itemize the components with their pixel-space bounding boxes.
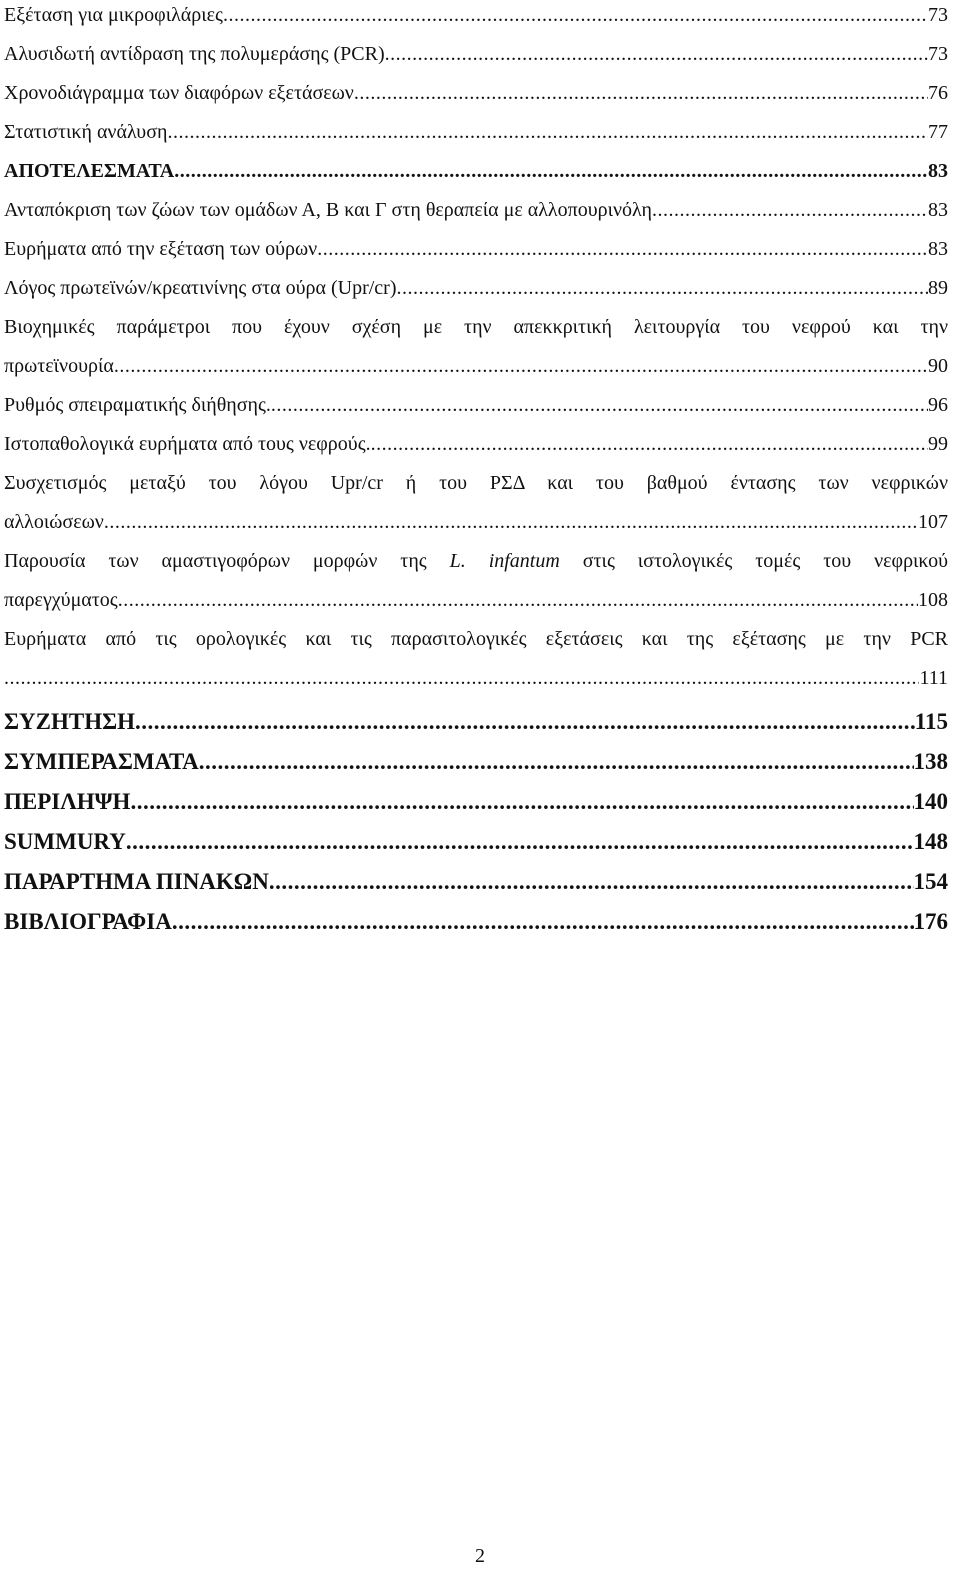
toc-entry-page: 107 xyxy=(918,511,948,533)
toc-entry[interactable] xyxy=(4,273,948,312)
toc-entry-page: 73 xyxy=(928,43,948,65)
toc-entry[interactable] xyxy=(4,117,948,156)
table-of-contents xyxy=(4,0,948,942)
toc-entry-page: 140 xyxy=(913,789,948,814)
toc-leader-dots xyxy=(114,351,928,381)
toc-entry-title: ΒΙΒΛΙΟΓΡΑΦΙΑ xyxy=(4,909,172,934)
toc-entry[interactable] xyxy=(4,507,948,546)
toc-entry-title: ΣΥΜΠΕΡΑΣΜΑΤΑ xyxy=(4,749,199,774)
toc-entry-title: Στατιστική ανάλυση xyxy=(4,121,168,143)
toc-entry[interactable] xyxy=(4,0,948,39)
toc-chapter-entry[interactable] xyxy=(4,862,948,902)
toc-entry-title: Χρονοδιάγραμμα των διαφόρων εξετάσεων xyxy=(4,82,354,104)
toc-entry-page: 77 xyxy=(928,121,948,143)
toc-leader-dots xyxy=(4,663,919,693)
toc-entry-title: ΠΑΡΑΡΤΗΜΑ ΠΙΝΑΚΩΝ xyxy=(4,869,269,894)
toc-leader-dots xyxy=(135,702,915,742)
toc-chapter-entry[interactable] xyxy=(4,822,948,862)
toc-entry-page: 138 xyxy=(913,749,948,774)
toc-entry-page: 115 xyxy=(914,709,948,734)
toc-leader-dots xyxy=(130,782,913,822)
toc-entry-title: αλλοιώσεων xyxy=(4,511,104,533)
toc-leader-dots xyxy=(397,273,929,303)
toc-entry[interactable] xyxy=(4,390,948,429)
toc-leader-dots xyxy=(126,822,914,862)
toc-chapter-entry[interactable] xyxy=(4,742,948,782)
toc-entry[interactable] xyxy=(4,78,948,117)
toc-leader-dots xyxy=(371,429,928,459)
toc-chapter-entry[interactable] xyxy=(4,156,948,195)
toc-chapter-entry[interactable] xyxy=(4,782,948,822)
toc-entry-page: 90 xyxy=(928,355,948,377)
toc-leader-dots xyxy=(118,585,918,615)
toc-leader-dots xyxy=(385,39,928,69)
toc-entry-page: 148 xyxy=(913,829,948,854)
toc-entry-page: 176 xyxy=(913,909,948,934)
toc-entry[interactable] xyxy=(4,663,948,702)
toc-entry-page: 89 xyxy=(928,277,948,299)
toc-chapter-entry[interactable] xyxy=(4,702,948,742)
toc-entry-page: 76 xyxy=(928,82,948,104)
toc-entry-title: Ιστοπαθολογικά ευρήματα από τους νεφρούς. xyxy=(4,433,371,455)
toc-entry-wrapped-first-line[interactable]: Βιοχημικές παράμετροι που έχουν σχέση με την απεκκριτική λειτουργία του νεφρού και την xyxy=(4,316,948,338)
toc-leader-dots xyxy=(172,902,914,942)
toc-italic-species: L. infantum xyxy=(449,550,560,572)
toc-entry-title: πρωτεϊνουρία xyxy=(4,355,114,377)
toc-entry-page: 111 xyxy=(919,667,948,689)
toc-entry-title: Λόγος πρωτεϊνών/κρεατινίνης στα ούρα (Upr/cr) xyxy=(4,277,397,299)
toc-entry-title: Αλυσιδωτή αντίδραση της πολυμεράσης (PCR) xyxy=(4,43,385,65)
toc-leader-dots xyxy=(271,390,928,420)
toc-leader-dots xyxy=(652,195,928,225)
page-number: 2 xyxy=(475,1545,485,1567)
toc-chapter-entry[interactable] xyxy=(4,902,948,942)
toc-entry[interactable] xyxy=(4,39,948,78)
toc-entry-page: 99 xyxy=(928,433,948,455)
toc-leader-dots xyxy=(317,234,928,264)
toc-entry-page: 83 xyxy=(928,199,948,221)
toc-text-part: Παρουσία των αμαστιγοφόρων μορφών της xyxy=(4,550,450,572)
toc-entry-page: 73 xyxy=(928,4,948,26)
toc-entry[interactable] xyxy=(4,234,948,273)
toc-entry-wrapped-first-line[interactable]: Ευρήματα από τις ορολογικές και τις παρασιτολογικές εξετάσεις και της εξέτασης με την PCR xyxy=(4,628,948,650)
toc-entry-title: ΠΕΡΙΛΗΨΗ xyxy=(4,789,131,814)
toc-entry-title: Ανταπόκριση των ζώων των ομάδων Α, Β και Γ στη θεραπεία με αλλοπουρινόλη xyxy=(4,199,652,221)
toc-entry-wrapped-first-line[interactable]: Συσχετισμός μεταξύ του λόγου Upr/cr ή του ΡΣΔ και του βαθμού έντασης των νεφρικών xyxy=(4,472,948,494)
toc-entry-wrapped-first-line[interactable] xyxy=(4,546,948,585)
toc-entry-page: 83 xyxy=(928,238,948,260)
toc-leader-dots xyxy=(104,507,918,537)
toc-leader-dots xyxy=(167,117,928,147)
toc-leader-dots xyxy=(223,0,928,30)
toc-leader-dots xyxy=(354,78,928,108)
toc-entry[interactable] xyxy=(4,429,948,468)
toc-entry-page: 154 xyxy=(913,869,948,894)
toc-entry-page: 83 xyxy=(928,160,948,182)
toc-entry-title: SUMMURY xyxy=(4,829,126,854)
toc-entry[interactable] xyxy=(4,195,948,234)
toc-entry[interactable] xyxy=(4,585,948,624)
toc-entry-title: ΣΥΖΗΤΗΣΗ xyxy=(4,709,136,734)
toc-entry-page: 96 xyxy=(928,394,948,416)
toc-leader-dots xyxy=(199,742,914,782)
toc-entry-title: παρεγχύματος xyxy=(4,589,118,611)
toc-leader-dots xyxy=(174,156,928,186)
toc-entry-title: Ρυθμός σπειραματικής διήθησης. xyxy=(4,394,271,416)
toc-leader-dots xyxy=(269,862,914,902)
toc-entry-title: Εξέταση για μικροφιλάριες xyxy=(4,4,223,26)
toc-text-part: στις ιστολογικές τομές του νεφρικού xyxy=(559,550,948,572)
toc-entry[interactable] xyxy=(4,351,948,390)
toc-entry-page: 108 xyxy=(918,589,948,611)
toc-entry-title: ΑΠΟΤΕΛΕΣΜΑΤΑ xyxy=(4,160,175,182)
toc-entry-title: Ευρήματα από την εξέταση των ούρων xyxy=(4,238,318,260)
